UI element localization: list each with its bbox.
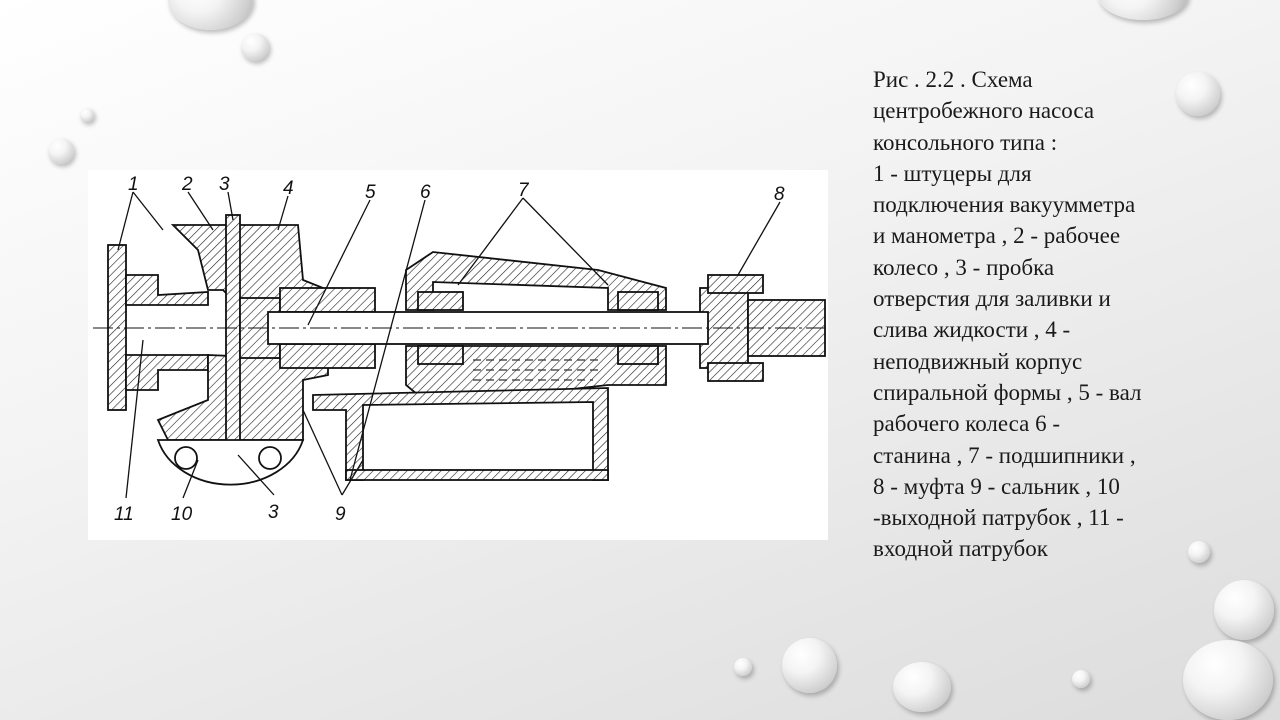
- caption-line: спиральной формы , 5 - вал: [873, 379, 1142, 405]
- bearing-left-lower: [418, 346, 463, 364]
- water-droplet: [48, 138, 74, 164]
- water-droplet: [1183, 640, 1273, 720]
- caption-line: Рис . 2.2 . Схема: [873, 67, 1033, 92]
- pump-cross-section: [88, 170, 828, 540]
- bolt-hole: [175, 447, 197, 469]
- water-droplet: [1214, 580, 1274, 640]
- caption-line: рабочего колеса 6 -: [873, 411, 1061, 437]
- caption-line: -выходной патрубок , 11 -: [873, 505, 1124, 531]
- caption-line: 8 - муфта 9 - сальник , 10: [873, 473, 1120, 499]
- water-droplet: [168, 0, 253, 30]
- impeller: [226, 215, 240, 450]
- stuffing-box: [280, 288, 375, 312]
- callout-5: 5: [365, 182, 376, 203]
- coupling-flange-lower: [708, 363, 763, 381]
- callout-10: 10: [171, 504, 193, 525]
- water-droplet: [782, 638, 837, 693]
- water-droplet: [80, 108, 94, 122]
- caption-line: колесо , 3 - пробка: [873, 254, 1055, 280]
- bearing-left: [418, 292, 463, 310]
- bolt-hole: [259, 447, 281, 469]
- water-droplet: [1098, 0, 1188, 20]
- coupling-flange: [708, 275, 763, 293]
- water-droplet: [241, 33, 269, 61]
- callout-6: 6: [420, 182, 431, 203]
- caption-line: отверстия для заливки и: [873, 286, 1111, 312]
- caption-line: станина , 7 - подшипники ,: [873, 442, 1136, 468]
- caption-line: и манометра , 2 - рабочее: [873, 223, 1121, 249]
- water-droplet: [1072, 670, 1090, 688]
- callout-9: 9: [335, 504, 346, 525]
- callout-4: 4: [283, 178, 294, 199]
- caption-line: входной патрубок: [873, 536, 1048, 562]
- caption-line: консольного типа :: [873, 129, 1058, 155]
- callout-2: 2: [182, 174, 193, 195]
- caption-line: подключения вакуумметра: [873, 192, 1136, 218]
- callout-1: 1: [128, 174, 139, 195]
- callout-7: 7: [518, 180, 529, 201]
- bearing-right: [618, 292, 658, 310]
- water-droplet: [734, 658, 752, 676]
- figure-caption: [873, 64, 1213, 565]
- water-droplet: [893, 662, 951, 712]
- callout-11: 11: [114, 504, 134, 525]
- caption-line: центробежного насоса: [873, 98, 1095, 124]
- callout-8: 8: [774, 184, 785, 205]
- caption-line: 1 - штуцеры для: [873, 160, 1032, 186]
- stuffing-box-lower: [280, 344, 375, 368]
- frame-foot: [346, 470, 608, 480]
- inlet-pipe: [126, 275, 208, 305]
- pump-diagram: [88, 170, 828, 540]
- frame: [313, 388, 608, 480]
- caption-line: слива жидкости , 4 -: [873, 317, 1071, 343]
- caption-line: неподвижный корпус: [873, 348, 1083, 374]
- bearing-right-lower: [618, 346, 658, 364]
- callout-3: 3: [219, 174, 230, 195]
- callout-3-lower: 3: [268, 502, 279, 523]
